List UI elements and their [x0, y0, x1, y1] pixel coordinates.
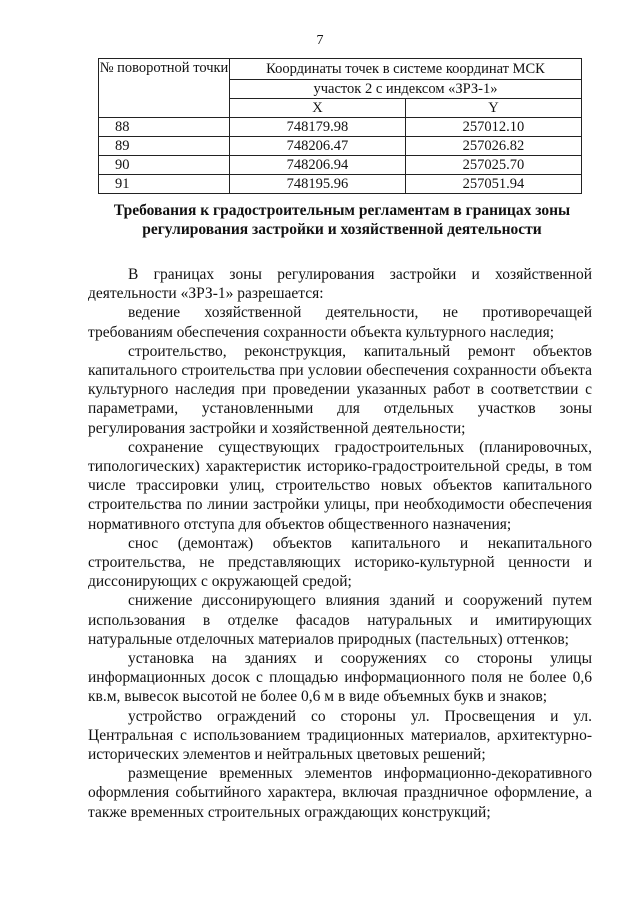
header-x: X	[230, 99, 406, 118]
coord-y: 257026.82	[405, 137, 581, 156]
header-y: Y	[405, 99, 581, 118]
page-number: 7	[316, 33, 324, 48]
coord-y: 257025.70	[405, 156, 581, 175]
point-number: 89	[99, 137, 230, 156]
point-number: 91	[99, 175, 230, 194]
paragraph-item: ведение хозяйственной деятельности, не противоречащей требованиям обеспечения сохранности объекта культурного наследия;	[88, 304, 592, 341]
header-zone: участок 2 с индексом «ЗРЗ-1»	[230, 80, 582, 99]
paragraph-item: снос (демонтаж) объектов капитального и некапитального строительства, не представляющих историко-культурной ценности и диссонирующих с окружающей средой;	[88, 534, 592, 591]
header-point-number: № поворотной точки	[99, 59, 230, 118]
point-number: 88	[99, 118, 230, 137]
coord-y: 257051.94	[405, 175, 581, 194]
paragraph-item: сохранение существующих градостроительных (планировочных, типологических) характеристик историко-градостроительной среды, в том числе трассировки улиц, строительство новых объектов капитального строительства по линии застройки улицы, при необходимости обеспечения нормативного отступа для объектов общественного назначения;	[88, 438, 592, 533]
paragraph-item: размещение временных элементов информационно-декоративного оформления событийного характера, включая праздничное оформление, а также временных строительных ограждающих конструкций;	[88, 765, 592, 821]
coord-x: 748206.94	[230, 156, 406, 175]
coord-x: 748206.47	[230, 137, 406, 156]
body-text	[88, 265, 592, 822]
header-coordinates: Координаты точек в системе координат МСК	[230, 59, 582, 80]
paragraph-intro: В границах зоны регулирования застройки и хозяйственной деятельности «ЗРЗ-1» разрешается:	[88, 266, 592, 303]
section-heading: Требования к градостроительным регламентам в границах зоны регулирования застройки и хозяйственной деятельности	[113, 202, 571, 238]
coord-y: 257012.10	[405, 118, 581, 137]
paragraph-item: строительство, реконструкция, капитальный ремонт объектов капитального строительства при условии обеспечения сохранности объекта культурного наследия при проведении указанных работ в соответствии с параметрами, установленными для отдельных участков зоны регулирования застройки и хозяйственной деятельности;	[88, 342, 592, 437]
table-row	[99, 175, 582, 194]
table-row	[99, 137, 582, 156]
coordinates-table	[98, 58, 582, 194]
coord-x: 748179.98	[230, 118, 406, 137]
table-row	[99, 118, 582, 137]
paragraph-item: установка на зданиях и сооружениях со стороны улицы информационных досок с площадью информационного поля не более 0,6 кв.м, вывесок высотой не более 0,6 м в виде объемных букв и знаков;	[88, 650, 592, 706]
coord-x: 748195.96	[230, 175, 406, 194]
point-number: 90	[99, 156, 230, 175]
table-row	[99, 156, 582, 175]
paragraph-item: устройство ограждений со стороны ул. Просвещения и ул. Центральная с использованием традиционных материалов, архитектурно-исторических элементов и нейтральных цветовых решений;	[88, 707, 592, 764]
paragraph-item: снижение диссонирующего влияния зданий и сооружений путем использования в отделке фасадов натуральных и имитирующих натуральные отделочных материалов природных (пастельных) оттенков;	[88, 592, 592, 648]
